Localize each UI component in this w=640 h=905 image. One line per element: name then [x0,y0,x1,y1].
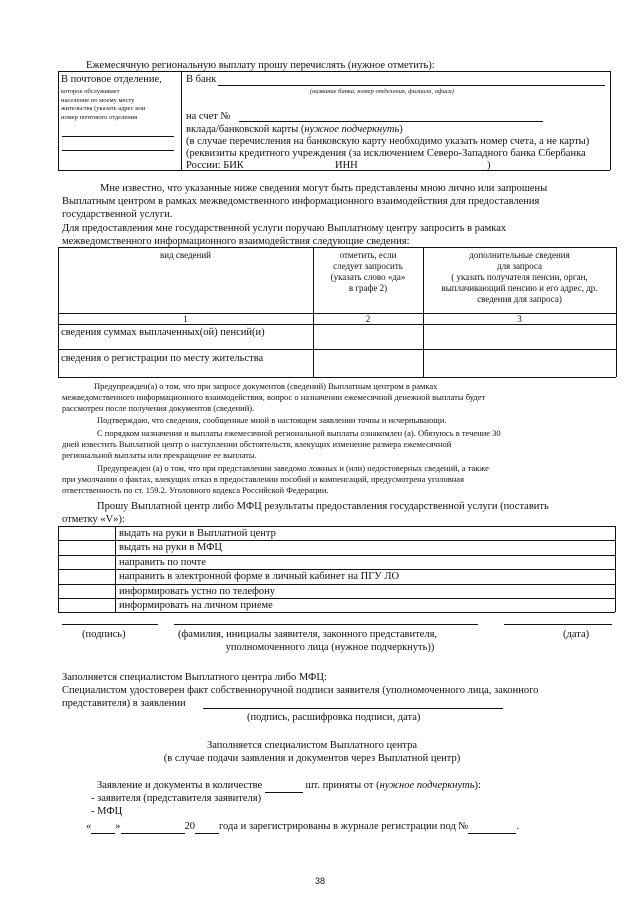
warn1-line2: межведомственного информационного взаимодействия, вопрос о назначении ежемесячной денежной выплаты будет [62,392,486,402]
pension-extra-cell[interactable] [426,327,613,347]
confirm-text: Подтверждаю, что сведения, сообщенные мной в настоящем заявлении точны и исчерпывающи. [97,415,447,425]
requisites: (реквизиты кредитного учреждения (за исключением Северо-Западного банка Сбербанка [186,148,586,159]
warn1-line1: Предупрежден(а) о том, что при запросе документов (сведений) Выплатным центром в рамках [94,381,438,391]
col-header-type: вид сведений [160,250,211,260]
inn-label: ИНН [335,160,358,171]
specialist-title: Заполняется специалистом Выплатного центра либо МФЦ: [62,672,327,683]
bik-label: России: БИК [186,160,244,171]
delivery-option-in-person: информировать на личном приеме [119,600,273,611]
reg-number-field[interactable] [468,820,516,834]
col-header-extra: дополнительные сведения для запроса ( указать получателя пенсии, орган, выплачивающий пенсию и его адрес, др. сведения для запроса) [441,250,598,304]
reg-day-field[interactable] [91,820,115,834]
delivery-checkbox[interactable] [60,571,113,583]
registration-extra-cell[interactable] [426,352,613,374]
procedure-line1: С порядком назначения и выплаты ежемесячной региональной выплаты ознакомлен (а). Обязуюсь в течение 30 [97,428,501,438]
payment-intro: Ежемесячную региональную выплату прошу перечислять (нужное отметить): [86,60,435,71]
document-count-field[interactable] [265,779,303,793]
delivery-checkbox[interactable] [60,600,113,611]
bank-option[interactable]: В банк [186,74,217,85]
delivery-option-post: направить по почте [119,557,206,568]
warn2-line1: Предупрежден (а) о том, что при представлении заведомо ложных и (или) недостоверных сведений, а также [97,463,489,473]
card-note: (в случае перечисления на банковскую карту необходимо указать номер счета, а не карты) [186,136,590,147]
delivery-checkbox[interactable] [60,586,113,597]
pension-mark-cell[interactable] [316,327,420,347]
payment-center-subtitle: (в случае подачи заявления и документов через Выплатной центр) [163,753,461,764]
col-number: 3 [517,314,522,324]
col-number: 1 [183,314,188,324]
bank-hint: (название банка, номер отделения, филиала, офиса) [310,88,454,95]
registration-mark-cell[interactable] [316,352,420,374]
delivery-option-payment-center: выдать на руки в Выплатной центр [119,528,276,539]
card-line: вклада/банковской карты (нужное подчеркнуть) [186,124,403,135]
signature-caption: (подпись) [82,629,126,640]
procedure-line3: региональной выплаты или прекращение ее выплаты. [62,450,257,460]
delivery-option-phone: информировать устно по телефону [119,586,276,597]
result-request-line2: отметку «V»): [62,514,125,525]
delivery-option-electronic: направить в электронной форме в личный кабинет на ПГУ ЛО [119,571,400,582]
accepted-option-mfc[interactable]: - МФЦ [91,806,123,817]
reg-year-field[interactable] [195,820,219,834]
warn1-line3: рассмотрен после получения документов (сведений). [62,403,255,413]
aware-para-line3: государственной услуги. [62,209,173,220]
specialist-caption: (подпись, расшифровка подписи, дата) [247,712,421,723]
post-office-option[interactable]: В почтовое отделение, [61,74,162,85]
warn2-line2: при умолчании о фактах, влекущих отказ в предоставлении пособий и компенсаций, предусмотрена уголовная [62,474,464,484]
col-number: 2 [365,314,371,324]
aware-para-line2: Выплатным центром в рамках межведомственного информационного взаимодействия для предоставления [62,196,540,207]
delivery-checkbox[interactable] [60,542,113,554]
delivery-option-mfc: выдать на руки в МФЦ [119,542,223,553]
aware-para-line1: Мне известно, что указанные ниже сведения могут быть представлены мною лично или запрошены [100,183,548,194]
accepted-option-applicant[interactable]: - заявителя (представителя заявителя) [91,793,262,804]
post-office-note: которое обслуживает население по моему месту жительства (указать адрес или номер почтового отделения [61,88,146,121]
name-caption-line1: (фамилия, инициалы заявителя, законного представителя, [178,629,438,640]
registration-line: « » 20 года и зарегистрированы в журнале регистрации под № . [86,821,520,832]
reg-month-field[interactable] [121,820,185,834]
delivery-checkbox[interactable] [60,528,113,539]
result-request-line1: Прошу Выплатной центр либо МФЦ результаты предоставления государственной услуги (поставить [97,501,549,512]
table-row-registration: сведения о регистрации по месту жительства [61,353,264,364]
payment-center-title: Заполняется специалистом Выплатного центра [206,740,418,751]
accepted-line: Заявление и документы в количестве шт. приняты от (нужное подчеркнуть): [97,780,481,791]
name-caption-line2: уполномоченного лица (нужное подчеркнуть)) [225,642,435,653]
col-header-mark: отметить, если следует запросить (указать слово «да» в графе 2) [330,250,406,293]
page-number: 38 [314,876,325,886]
warn2-line3: ответственность по ст. 159.2. Уголовного кодекса Российской Федерации. [62,485,329,495]
instruct-para-line1: Для предоставления мне государственной услуги поручаю Выплатному центру запросить в рамках [62,223,507,234]
date-caption: (дата) [563,629,590,640]
account-label: на счет № [186,111,231,122]
procedure-line2: дней известить Выплатной центр о наступлении обстоятельств, влекущих изменение размера ежемесячной [62,439,452,449]
specialist-line1: Специалистом удостоверен факт собственноручной подписи заявителя (уполномоченного лица, законного [62,685,539,696]
instruct-para-line2: межведомственного информационного взаимодействия следующие сведения: [62,236,410,247]
table-row-pension: сведения суммах выплаченных(ой) пенсий(и) [61,327,265,338]
specialist-line2: представителя) в заявлении [62,698,186,709]
delivery-checkbox[interactable] [60,557,113,568]
